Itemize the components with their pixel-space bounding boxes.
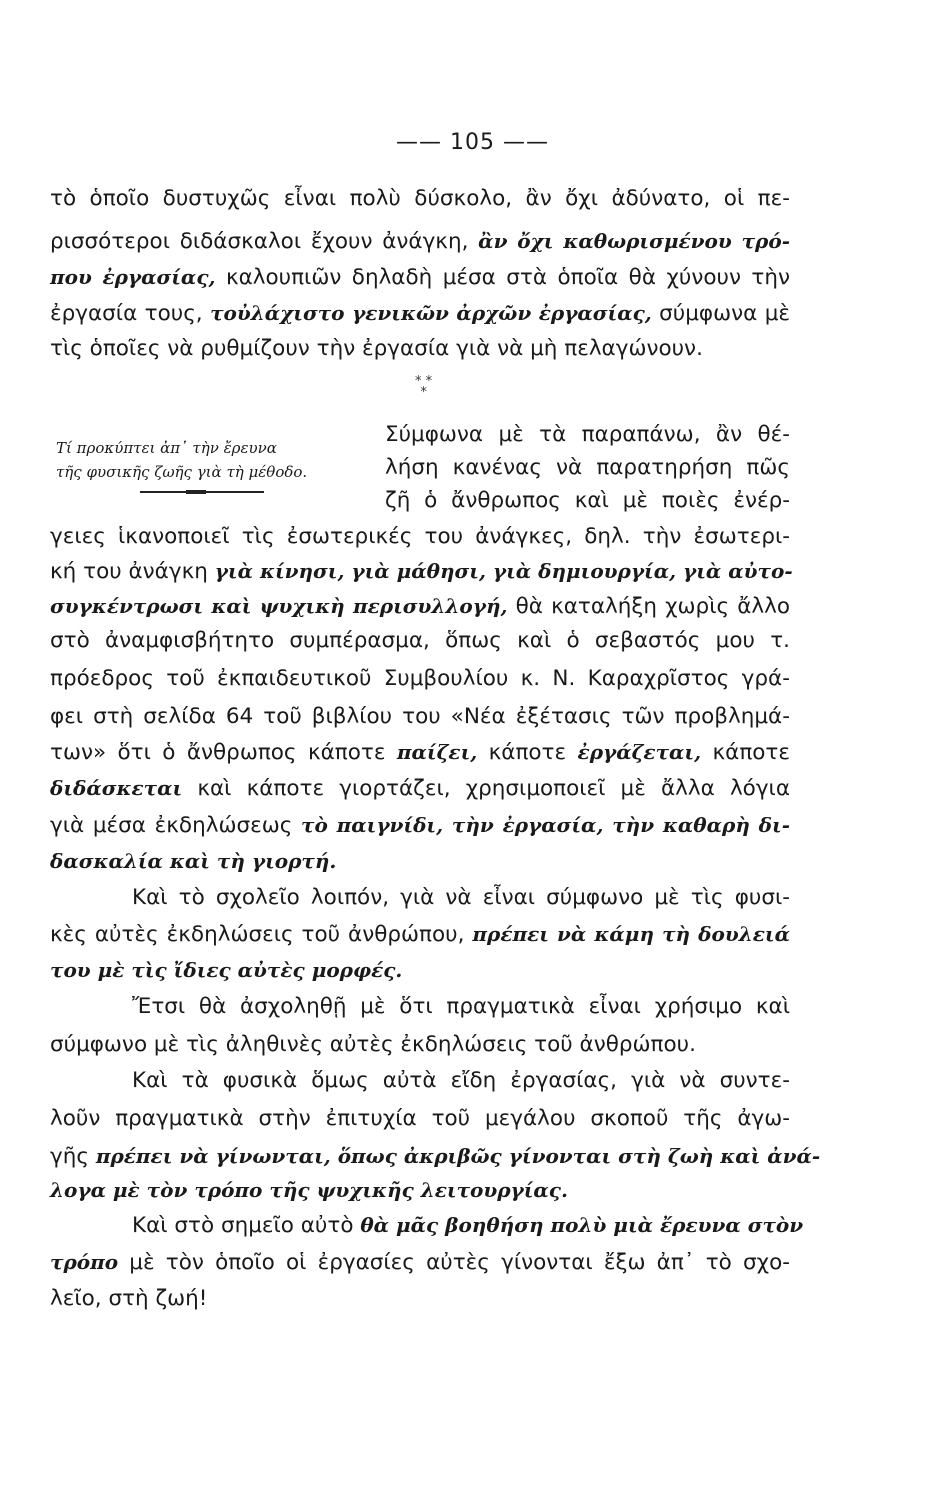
emphasis-text: θὰ μᾶς βοηθήση πολὺ μιὰ ἔρευνα στὸν: [360, 1213, 804, 1237]
text-line: [50, 955, 790, 986]
emphasis-text: πρέπει νὰ γίνωνται, ὅπως ἀκριβῶς γίνονται στὴ ζωὴ καὶ ἀνά-: [95, 1144, 821, 1168]
body-text: σύμφωνα μὲ: [651, 301, 790, 326]
body-text: κὲς αὐτὲς ἐκδηλώσεις τοῦ ἀνθρώπου,: [50, 922, 473, 947]
text-line: [50, 1030, 790, 1060]
text-line: [50, 1247, 790, 1278]
emphasis-text: του μὲ τὶς ἴδιες αὐτὲς μορφές.: [50, 958, 403, 982]
emphasis-text: ἐργάζεται,: [577, 740, 702, 764]
emphasis-text: τοὐλάχιστο γενικῶν ἀρχῶν ἐργασίας,: [210, 301, 652, 325]
body-text: γῆς: [50, 1144, 96, 1169]
text-line: [50, 522, 790, 552]
emphasis-text: τὸ παιγνίδι, τὴν ἐργασία, τὴν καθαρὴ δι-: [301, 813, 791, 837]
body-text: ἐργασία τους,: [50, 301, 211, 326]
body-text: μὲ τὸν ὁποῖο οἱ ἐργασίες αὐτὲς γίνονται ἔξω ἀπ᾽ τὸ σχο-: [118, 1250, 790, 1275]
text-line: [50, 919, 790, 950]
text-line: [132, 992, 790, 1022]
text-line: [50, 334, 790, 364]
text-line: ζῆ ὁ ἄνθρωπος καὶ μὲ ποιὲς ἐνέρ-: [385, 488, 790, 513]
body-text: κή του ἀνάγκη: [50, 559, 215, 584]
page-number: —— 105 ——: [396, 130, 549, 155]
body-text: λοῦν πραγματικὰ στὴν ἐπιτυχία τοῦ μεγάλου σκοποῦ τῆς ἀγω-: [50, 1106, 790, 1131]
body-text: καὶ κάποτε γιορτάζει, χρησιμοποιεῖ μὲ ἄλλα λόγια: [182, 776, 790, 801]
text-line: Σύμφωνα μὲ τὰ παραπάνω, ἂν θέ-: [385, 422, 790, 447]
emphasis-text: που ἐργασίας,: [50, 265, 216, 289]
body-text: στὸ ἀναμφισβήτητο συμπέρασμα, ὅπως καὶ ὁ σεβαστός μου τ.: [50, 628, 790, 653]
body-text: Καὶ τὰ φυσικὰ ὅμως αὐτὰ εἴδη ἐργασίας, γιὰ νὰ συντε-: [132, 1068, 790, 1093]
emphasis-text: πρέπει νὰ κάμη τὴ δουλειά: [472, 922, 790, 946]
emphasis-text: παίζει,: [396, 740, 478, 764]
text-line: [50, 1104, 790, 1134]
text-line: [50, 298, 790, 329]
body-text: Καὶ στὸ σημεῖο αὐτὸ: [132, 1213, 361, 1238]
asterism: * * *: [415, 374, 433, 400]
text-line: [132, 1210, 804, 1241]
emphasis-text: ἂν ὄχι καθωρισμένου τρό-: [478, 229, 790, 253]
text-line: [50, 556, 793, 587]
text-line: [132, 883, 790, 913]
text-line: [132, 1066, 790, 1096]
body-text: σύμφωνο μὲ τὶς ἀληθινὲς αὐτὲς ἐκδηλώσεις τοῦ ἀνθρώπου.: [50, 1032, 696, 1057]
text-line: [50, 810, 790, 841]
text-line: [50, 664, 790, 694]
body-text: κάποτε: [477, 740, 578, 765]
emphasis-text: γιὰ κίνησι, γιὰ μάθησι, γιὰ δημιουργία, γιὰ αὐτο-: [214, 559, 793, 583]
body-text: κάποτε: [701, 740, 790, 765]
body-text: πρόεδρος τοῦ ἐκπαιδευτικοῦ Συμβουλίου κ. Ν. Καραχρῖστος γρά-: [50, 666, 790, 691]
emphasis-text: συγκέντρωσι καὶ ψυχικὴ περισυλλογή,: [50, 594, 508, 618]
text-line: [50, 626, 790, 656]
text-line: [50, 1284, 790, 1314]
text-line: [50, 1141, 821, 1172]
emphasis-text: λογα μὲ τὸν τρόπο τῆς ψυχικῆς λειτουργίας.: [50, 1178, 568, 1202]
margin-note-line-2: τῆς φυσικῆς ζωῆς γιὰ τὴ μέθοδο.: [56, 463, 308, 481]
text-line: [50, 702, 790, 732]
emphasis-text: διδάσκεται: [50, 776, 183, 800]
text-line: [50, 773, 790, 804]
emphasis-text: δασκαλία καὶ τὴ γιορτή.: [50, 849, 337, 873]
section-separator: [415, 376, 432, 398]
body-text: τὸ ὁποῖο δυστυχῶς εἶναι πολὺ δύσκολο, ἂν ὄχι ἀδύνατο, οἱ πε-: [50, 186, 790, 211]
margin-note-line-1: Τί προκύπτει ἀπ᾽ τὴν ἔρευνα: [56, 439, 277, 457]
text-line: [50, 262, 790, 293]
text-line: [50, 226, 790, 257]
text-line: [50, 737, 790, 768]
body-text: φει στὴ σελίδα 64 τοῦ βιβλίου του «Νέα ἐξέτασις τῶν προβλημά-: [50, 704, 790, 729]
emphasis-text: τρόπο: [50, 1250, 119, 1274]
body-text: θὰ καταλήξη χωρὶς ἄλλο: [507, 594, 790, 619]
text-line: [50, 846, 790, 877]
body-text: τὶς ὁποῖες νὰ ρυθμίζουν τὴν ἐργασία γιὰ νὰ μὴ πελαγώνουν.: [50, 336, 703, 361]
body-text: ρισσότεροι διδάσκαλοι ἔχουν ἀνάγκη,: [50, 229, 479, 254]
body-text: γιὰ μέσα ἐκδηλώσεως: [50, 813, 302, 838]
body-text: των» ὅτι ὁ ἄνθρωπος κάποτε: [50, 740, 397, 765]
margin-note-rule: [140, 491, 264, 493]
body-text: Ἔτσι θὰ ἀσχοληθῇ μὲ ὅτι πραγματικὰ εἶναι χρήσιμο καὶ: [132, 994, 790, 1019]
text-line: [50, 591, 790, 622]
body-text: λεῖο, στὴ ζωή!: [50, 1286, 208, 1311]
body-text: γειες ἱκανοποιεῖ τὶς ἐσωτερικές του ἀνάγκες, δηλ. τὴν ἐσωτερι-: [50, 524, 790, 549]
text-line: [50, 1175, 790, 1206]
body-text: Καὶ τὸ σχολεῖο λοιπόν, γιὰ νὰ εἶναι σύμφωνο μὲ τὶς φυσι-: [132, 885, 790, 910]
text-line: [50, 184, 790, 214]
text-line: λήση κανένας νὰ παρατηρήση πῶς: [385, 455, 790, 480]
body-text: καλουπιῶν δηλαδὴ μέσα στὰ ὁποῖα θὰ χύνουν τὴν: [215, 265, 790, 290]
